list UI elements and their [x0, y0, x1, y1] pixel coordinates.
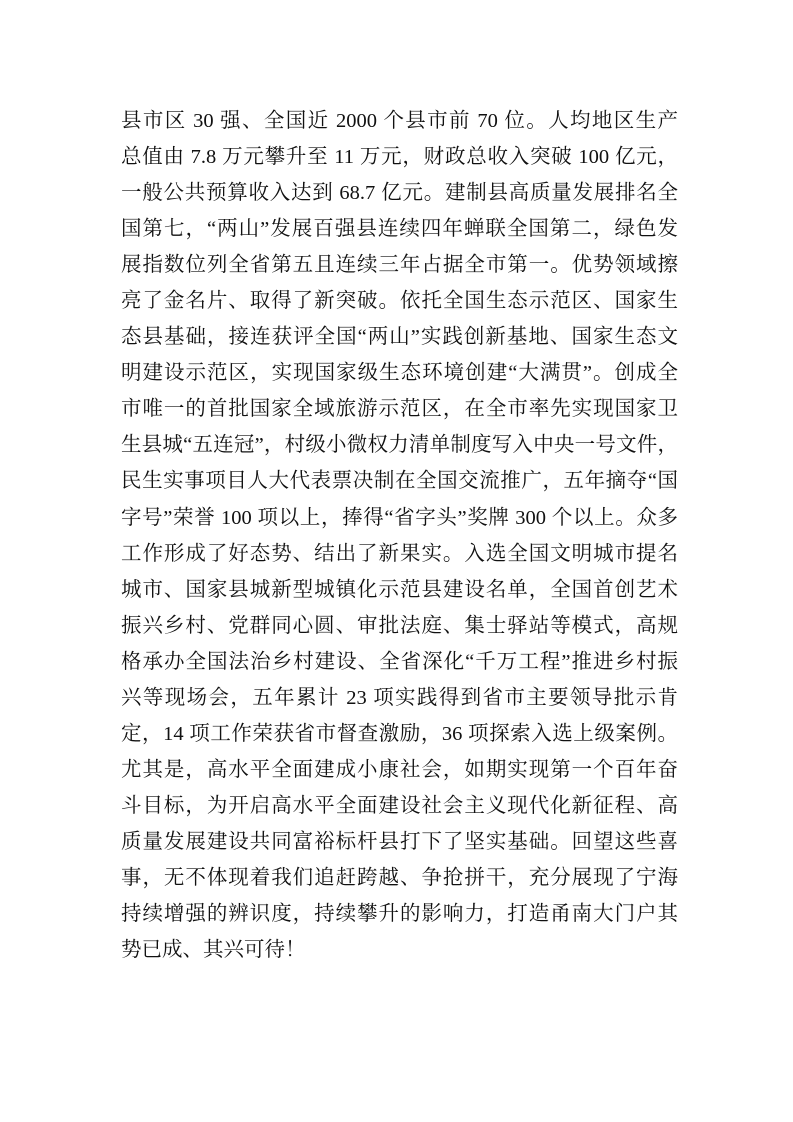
text-line: 质量发展建设共同富裕标杆县打下了坚实基础。回望这些喜	[121, 830, 678, 853]
text-line: 兴等现场会，五年累计 23 项实践得到省市主要领导批示肯	[121, 686, 678, 709]
text-line: 亮了金名片、取得了新突破。依托全国生态示范区、国家生	[121, 290, 678, 313]
text-line: 生县城“五连冠”，村级小微权力清单制度写入中央一号文件，	[121, 434, 678, 457]
text-line: 振兴乡村、党群同心圆、审批法庭、集士驿站等模式，高规	[121, 614, 678, 637]
text-line: 民生实事项目人大代表票决制在全国交流推广，五年摘夺“国	[121, 470, 678, 493]
text-line: 明建设示范区，实现国家级生态环境创建“大满贯”。创成全	[121, 362, 678, 385]
text-line: 定，14 项工作荣获省市督查激励，36 项探索入选上级案例。	[121, 722, 678, 745]
text-line: 事，无不体现着我们追赶跨越、争抢拼干，充分展现了宁海	[121, 866, 678, 889]
text-line: 字号”荣誉 100 项以上，捧得“省字头”奖牌 300 个以上。众多	[121, 506, 678, 529]
text-line: 国第七，“两山”发展百强县连续四年蝉联全国第二，绿色发	[121, 218, 678, 241]
text-line: 总值由 7.8 万元攀升至 11 万元，财政总收入突破 100 亿元，	[121, 146, 678, 169]
text-line: 持续增强的辨识度，持续攀升的影响力，打造甬南大门户其	[121, 903, 678, 926]
text-line: 工作形成了好态势、结出了新果实。入选全国文明城市提名	[121, 542, 678, 565]
text-line: 一般公共预算收入达到 68.7 亿元。建制县高质量发展排名全	[121, 182, 678, 205]
text-line: 态县基础，接连获评全国“两山”实践创新基地、国家生态文	[121, 326, 678, 349]
text-line: 斗目标，为开启高水平全面建设社会主义现代化新征程、高	[121, 794, 678, 817]
text-line: 势已成、其兴可待！	[121, 939, 306, 962]
text-line: 市唯一的首批国家全域旅游示范区，在全市率先实现国家卫	[121, 398, 678, 421]
body-paragraph	[121, 103, 678, 968]
text-line: 展指数位列全省第五且连续三年占据全市第一。优势领域擦	[121, 254, 678, 277]
text-line: 尤其是，高水平全面建成小康社会，如期实现第一个百年奋	[121, 758, 678, 781]
text-line: 县市区 30 强、全国近 2000 个县市前 70 位。人均地区生产	[121, 110, 678, 132]
text-line: 格承办全国法治乡村建设、全省深化“千万工程”推进乡村振	[121, 650, 678, 673]
text-line: 城市、国家县城新型城镇化示范县建设名单，全国首创艺术	[121, 578, 678, 601]
